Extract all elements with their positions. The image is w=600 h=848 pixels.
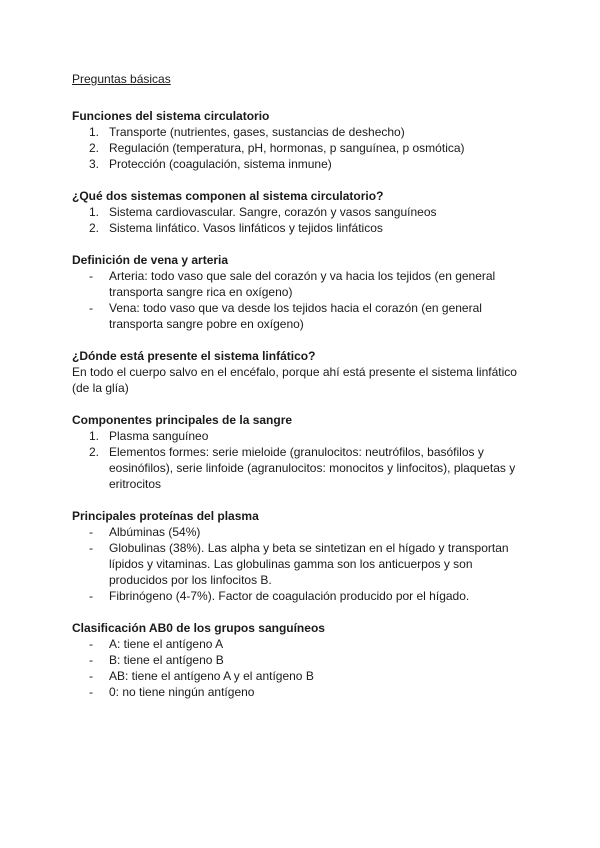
list-item-text: B: tiene el antígeno B: [109, 653, 224, 667]
section-sangre: [72, 412, 530, 492]
list-marker: 1.: [89, 205, 100, 219]
list-marker: -: [89, 589, 93, 603]
section-heading: Definición de vena y arteria: [72, 253, 229, 267]
list-item-text: Arteria: todo vaso que sale del corazón y va hacia los tejidos (en general transporta sangre rica en oxígeno): [109, 269, 496, 299]
list-item: [72, 124, 530, 140]
spacer: [72, 87, 530, 108]
section-heading: Funciones del sistema circulatorio: [72, 109, 270, 123]
list-item: [72, 140, 530, 156]
list-item-text: 0: no tiene ningún antígeno: [109, 685, 255, 699]
spacer: [72, 236, 530, 252]
list-item-text: Plasma sanguíneo: [109, 429, 209, 443]
section-heading: Clasificación AB0 de los grupos sanguíneos: [72, 621, 325, 635]
list-item: [72, 668, 530, 684]
list-marker: 2.: [89, 445, 100, 459]
list-marker: -: [89, 525, 93, 539]
list-item-text: Sistema cardiovascular. Sangre, corazón y vasos sanguíneos: [109, 205, 437, 219]
list-marker: 3.: [89, 157, 100, 171]
list-marker: 1.: [89, 429, 100, 443]
document-title: Preguntas básicas: [72, 72, 171, 86]
section-heading: Componentes principales de la sangre: [72, 413, 293, 427]
numbered-list: [72, 204, 530, 236]
list-item-text: Globulinas (38%). Las alpha y beta se sintetizan en el hígado y transportan lípidos y vitaminas. Las globulinas gamma son los anticuerpos y son producidos por los linfocitos B.: [109, 541, 509, 587]
list-item: [72, 524, 530, 540]
list-item: [72, 428, 530, 444]
list-item: [72, 268, 530, 300]
list-item: [72, 300, 530, 332]
spacer: [72, 332, 530, 348]
list-item-text: A: tiene el antígeno A: [109, 637, 224, 651]
list-item-text: Fibrinógeno (4-7%). Factor de coagulación producido por el hígado.: [109, 589, 470, 603]
list-item-text: Protección (coagulación, sistema inmune): [109, 157, 332, 171]
bullet-list: [72, 268, 530, 332]
section-sistemas: [72, 188, 530, 236]
bullet-list: [72, 636, 530, 700]
list-marker: -: [89, 685, 93, 699]
list-item-text: Albúminas (54%): [109, 525, 201, 539]
list-item: [72, 220, 530, 236]
list-item-text: AB: tiene el antígeno A y el antígeno B: [109, 669, 314, 683]
list-item: [72, 204, 530, 220]
list-marker: -: [89, 301, 93, 315]
numbered-list: [72, 124, 530, 172]
list-item-text: Elementos formes: serie mieloide (granulocitos: neutrófilos, basófilos y eosinófilos), serie linfoide (agranulocitos: monocitos y linfocitos), plaquetas y eritrocitos: [109, 445, 516, 491]
section-heading: ¿Qué dos sistemas componen al sistema circulatorio?: [72, 189, 384, 203]
list-item: [72, 588, 530, 604]
list-item: [72, 684, 530, 700]
list-marker: 2.: [89, 141, 100, 155]
numbered-list: [72, 428, 530, 492]
list-marker: 2.: [89, 221, 100, 235]
section-funciones: [72, 108, 530, 172]
list-marker: -: [89, 541, 93, 555]
list-item: [72, 156, 530, 172]
list-marker: -: [89, 653, 93, 667]
bullet-list: [72, 524, 530, 604]
spacer: [72, 396, 530, 412]
list-item: [72, 444, 530, 492]
list-item: [72, 636, 530, 652]
section-proteinas: [72, 508, 530, 604]
section-vena-arteria: [72, 252, 530, 332]
spacer: [72, 492, 530, 508]
list-item: [72, 652, 530, 668]
section-heading: Principales proteínas del plasma: [72, 509, 259, 523]
list-item-text: Transporte (nutrientes, gases, sustancias de deshecho): [109, 125, 405, 139]
spacer: [72, 604, 530, 620]
list-marker: -: [89, 669, 93, 683]
list-item: [72, 540, 530, 588]
section-heading: ¿Dónde está presente el sistema linfático?: [72, 349, 316, 363]
spacer: [72, 172, 530, 188]
list-item-text: Sistema linfático. Vasos linfáticos y tejidos linfáticos: [109, 221, 383, 235]
list-marker: -: [89, 269, 93, 283]
list-marker: 1.: [89, 125, 100, 139]
section-linfatico: [72, 348, 530, 396]
list-item-text: Vena: todo vaso que va desde los tejidos hacia el corazón (en general transporta sangre pobre en oxígeno): [109, 301, 482, 331]
list-item-text: Regulación (temperatura, pH, hormonas, p sanguínea, p osmótica): [109, 141, 465, 155]
list-marker: -: [89, 637, 93, 651]
section-grupos: [72, 620, 530, 700]
section-body: En todo el cuerpo salvo en el encéfalo, porque ahí está presente el sistema linfático (de la glía): [72, 365, 517, 395]
